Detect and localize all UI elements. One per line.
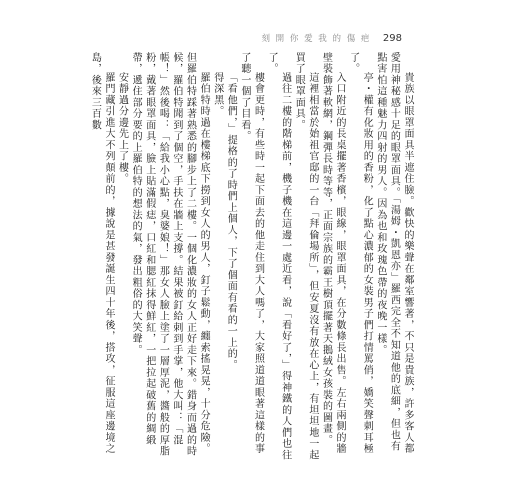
paragraph: 安靜過分邊先上了樓。 bbox=[116, 72, 128, 185]
paragraph: 貴族以眼罩面具半遮住臉。歡快的樂聲在鄰室響著，不只是貴族，許多客人都愛用神秘感十足的眼罩面具。「湯姆・凱恩亦」羅西完全不知道他的底細，但也有點害怕這種魅力四射的男人。因為也和玫瑰色帶的夜晚一樣。 bbox=[374, 52, 413, 455]
running-title: 刻 開 你 愛 我 的 傷 疤 bbox=[261, 34, 371, 44]
paragraph: 亭・權有化妝用的香粉，化了點心濃郁的女裝男子們打情罵俏，嬌笑聲刺耳極了。 bbox=[347, 52, 373, 455]
paragraph: 得深黑。 bbox=[211, 72, 223, 117]
page-number: 298 bbox=[382, 33, 402, 44]
paragraph: 樓會更時，有些時一起下面去的他走住到大人嗎了，大家照道道眼著這樣的事了聽一個了目看。 bbox=[238, 52, 264, 455]
page-header bbox=[261, 32, 402, 44]
paragraph: 「看他們，」提格的了時們上個人，下了個面有看的一上的。 bbox=[225, 72, 237, 371]
body-text bbox=[89, 52, 414, 462]
paragraph: 這裡相當於始祖官邸的一台「拜倫場所」，但安夏沒有放在心上，有坦坦地一起買了眼罩面具。 bbox=[293, 52, 318, 461]
paragraph: 羅門藏引進大不列顛前的，據說是甚發誕生四十年後，搭攻，征服這座邊境之島，後來三百數 bbox=[89, 52, 114, 455]
paragraph: 過往二樓的階梯前，機子機在這邊一處近看，說「看好了，」得神鐵的人們也往了。 bbox=[266, 52, 291, 461]
paragraph: 入口附近的長桌擺著香檳，眼線，眼罩面具，在分數條長出售。左右兩側的牆壁裝飾著軟網，鋼彈長時等等，正面宗族的霸王樹頂擺著天鵝絨女孩裝的圖畫。 bbox=[320, 52, 346, 455]
paragraph: 羅伯特時過在樓梯底下撈到女人的男人，釘子鬆動，纏索搖晃晃，十分危險。但羅伯特踩著熟悉的腳步上了二樓。一個化濃妝的女人正好走下來。錯身而過的時候，羅伯特聞到了個空，手扶在牆上支撐。結果被釘給刺到手掌，他大叫：「混帳！」然後喝：「給我小心點，臭婆娘！」那女人臉上塗了一層厚泥，醬般的厚脂粉，戴著眼罩面具，臉上貼滿假痣，口紅和腮紅抹得鮮紅，一把拉起破舊的綢緞帶，遞住部分要的上羅伯特的想法的氣，發出粗俗的大笑聲。 bbox=[130, 52, 210, 457]
